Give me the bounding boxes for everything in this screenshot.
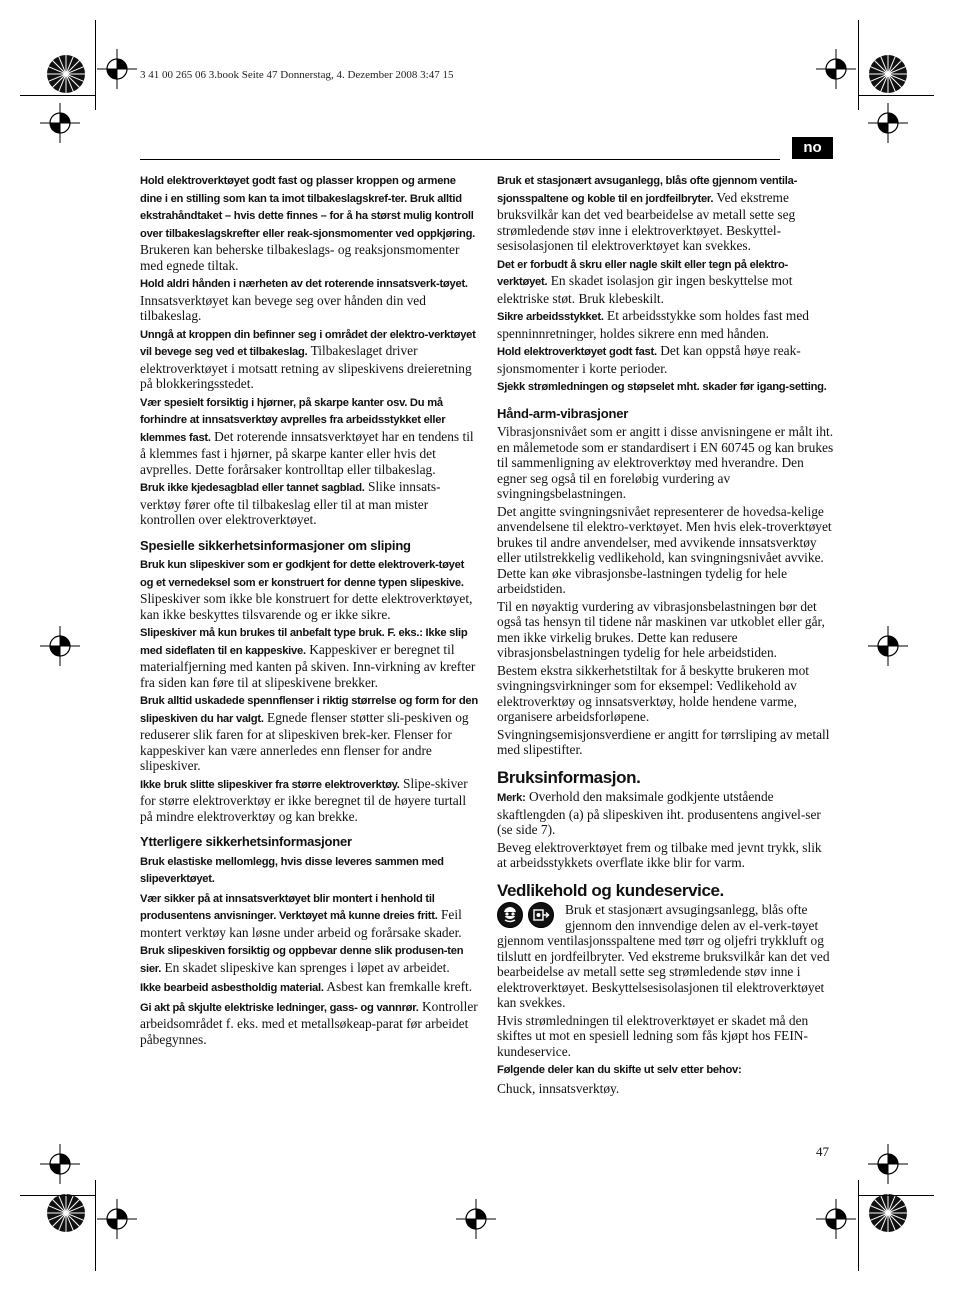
paragraph [497,840,834,871]
body-text: Brukeren kan beherske tilbakeslags- og reaksjonsmomenter med egnede tiltak. [140,242,460,273]
registration-crosshair-icon [868,626,908,666]
body-text: Kappeskiver er beregnet til materialfjerning med kanten på skiven. Inn-virkning av krefter fra siden kan føre til at slipeskivene brekker. [140,641,476,690]
registration-star-target-icon [868,1193,908,1233]
paragraph [497,256,834,307]
language-tab: no [792,137,833,159]
paragraph [140,479,478,528]
subheading: Ytterligere sikkerhetsinformasjoner [140,834,352,849]
bold-lead-text: Bruk kun slipeskiver som er godkjent for dette elektroverk-tøyet og et vernedeksel som er konstruert for denne typen slipeskive. [140,559,465,589]
paragraph [497,1013,834,1060]
registration-crosshair-icon [868,1144,908,1184]
body-text: Slipeskiver som ikke ble konstruert for dette elektroverktøyet, kan ikke beskyttes tilsvarende og er ikke sikre. [140,591,473,622]
paragraph [140,624,478,690]
bold-lead-text: Ikke bruk slitte slipeskiver fra større elektroverktøy. [140,778,400,791]
body-text: Bestem ekstra sikkerhetstiltak for å beskytte brukeren mot svingningsvirkninger som for eksempel: Vedlikehold av elektroverktøy og innsatsverktøy, holde hendene varme, organisere arbeidsforløpene. [497,662,809,724]
bold-lead-text: Hold elektroverktøyet godt fast. [497,346,657,358]
body-text: Vibrasjonsnivået som er angitt i disse anvisningene er målt iht. en målemetode som er standardisert i EN 60745 og kan brukes til sammenligning av elektroverktøy med hverandre. Den egner seg også til en foreløbig vurdering av svingningsbelastningen. [497,424,834,501]
body-text: Feil montert verktøy kan løsne under arbeid og forårsake skader. [140,907,462,940]
trim-line [95,20,96,110]
bold-lead-text: Ikke bearbeid asbestholdig material. [140,982,324,994]
paragraph [140,692,478,774]
paragraph [140,890,478,941]
registration-crosshair-icon [868,103,908,143]
registration-crosshair-icon [97,1199,137,1239]
registration-crosshair-icon [40,626,80,666]
paragraph [497,599,834,661]
body-text: Egnede flenser støtter sli-peskiven og reduserer slik faren for at slipeskiven brek-ker. Flenser for kappeskiver kan være annerledes enn flenser for andre slipeskiver. [140,709,469,773]
left-column [140,172,478,1049]
bold-lead-text: Sikre arbeidsstykket. [497,311,604,323]
paragraph [497,727,834,758]
body-text: Ved ekstreme bruksvilkår kan det ved bearbeidelse av metall sette seg strømledende støv inne i elektroverktøyet. Beskyttel-sesisolasjonen til elektroverktøyet kan svekkes. [497,189,796,253]
trim-line [858,1180,859,1271]
registration-crosshair-icon [816,1199,856,1239]
body-text: Overhold den maksimale godkjente utstående skaftlengden (a) på slipeskiven iht. produsentens angivel-ser (se side 7). [497,789,821,837]
bold-lead-text: Sjekk strømledningen og støpselet mht. skader før igang-setting. [497,381,827,393]
bold-lead-text: Følgende deler kan du skifte ut selv etter behov: [497,1064,742,1076]
paragraph [140,942,478,977]
body-text: En skadet isolasjon gir ingen beskyttelse mot elektriske støt. Bruk klebeskilt. [497,273,793,306]
paragraph [140,853,478,888]
bold-lead-text: Vær sikker på at innsatsverktøyet blir montert i henhold til produsentens anvisninger. Verktøyet må kunne dreies fritt. [140,892,438,922]
body-text: Asbest kan fremkalle kreft. [323,979,473,994]
bold-lead-text: Bruk ikke kjedesagblad eller tannet sagblad. [140,482,365,494]
bold-lead-text: Gi akt på skjulte elektriske ledninger, gass- og vannrør. [140,1001,419,1014]
header-rule [140,159,780,160]
bold-lead-text: Vær spesielt forsiktig i hjørner, på skarpe kanter osv. Du må forhindre at innsatsverktøy avprelles fra arbeidsstykket eller klemmes fast. [140,396,446,444]
paragraph [140,326,478,392]
paragraph [497,424,834,502]
subheading: Hånd-arm-vibrasjoner [497,405,629,421]
paragraph [497,789,834,838]
print-slug: 3 41 00 265 06 3.book Seite 47 Donnerstag, 4. Dezember 2008 3:47 15 [140,69,454,81]
body-text: Det angitte svingningsnivået representerer de hovedsa-kelige anvendelsene til elektro-verktøyet. Men hvis elek-troverktøyet brukes til andre anvendelser, med avvikende innsatsverktøy eller utilstrekkelig vedlikehold, kan svingningsnivået avvike. Dette kan øke vibrasjonsbe-lastningen tydelig for hele arbeidstiden. [497,503,832,596]
bold-lead-text: Merk: [497,792,526,804]
paragraph [140,172,478,273]
paragraph [497,378,834,396]
paragraph [140,776,478,825]
paragraph [497,343,834,376]
trim-line [20,95,95,96]
registration-crosshair-icon [97,49,137,89]
bold-lead-text: Hold aldri hånden i nærheten av det roterende innsatsverk-tøyet. [140,278,468,290]
body-text: Det roterende innsatsverktøyet har en tendens til å klemmes fast i hjørner, på skarpe kanter eller hvis det avprelles. Dette forårsaker kontrolltap eller tilbakeslag. [140,428,474,477]
bold-lead-text: Bruk alltid uskadede spennflenser i riktig størrelse og form for den slipeskiven du har valgt. [140,695,478,725]
body-text: En skadet slipeskive kan sprenges i løpet av arbeidet. [161,959,450,975]
registration-crosshair-icon [816,49,856,89]
registration-star-target-icon [46,1193,86,1233]
registration-star-target-icon [868,54,908,94]
trim-line [95,1180,96,1271]
section-heading: Bruksinformasjon. [497,767,641,787]
dust-extraction-icon [528,902,554,928]
trim-line [20,1195,95,1196]
registration-crosshair-icon [40,1144,80,1184]
bold-lead-text: Bruk et stasjonært avsuganlegg, blås ofte gjennom ventila-sjonsspaltene og koble til en jordfeilbryter. [497,175,798,205]
paragraph [497,308,834,341]
trim-line [858,95,934,96]
trim-line [858,20,859,110]
paragraph [140,394,478,478]
body-text: Chuck, innsatsverktøy. [497,1080,620,1096]
body-text: Et arbeidsstykke som holdes fast med spenninnretninger, holdes sikrere enn med hånden. [497,308,809,341]
body-text: Tilbakeslaget driver elektroverktøyet i motsatt retning av slipeskivens dreieretning på blokkeringsstedet. [140,343,472,391]
body-text: Hvis strømledningen til elektroverktøyet er skadet må den skiftes ut mot en spesiell ledning som fås kjøpt hos FEIN-kundeservice. [497,1012,809,1059]
bold-lead-text: Bruk elastiske mellomlegg, hvis disse leveres sammen med slipeverktøyet. [140,855,444,885]
goggles-icon [497,902,523,928]
service-icons [497,902,557,930]
paragraph [140,556,478,622]
paragraph [497,172,834,254]
subheading: Spesielle sikkerhetsinformasjoner om sliping [140,537,411,553]
bold-lead-text: Slipeskiver må kun brukes til anbefalt type bruk. F. eks.: Ikke slip med sideflaten til en kappeskive. [140,627,468,657]
paragraph [497,663,834,725]
paragraph [497,504,834,597]
body-text: Beveg elektroverktøyet frem og tilbake med jevnt trykk, slik at arbeidsstykkets overflate ikke blir for varm. [497,839,822,870]
body-text: Innsatsverktøyet kan bevege seg over hånden din ved tilbakeslag. [140,292,426,323]
bold-lead-text: Det er forbudt å skru eller nagle skilt eller tegn på elektro-verktøyet. [497,258,789,288]
bold-lead-text: Hold elektroverktøyet godt fast og plasser kroppen og armene dine i en stilling som kan ta imot tilbakeslagskref-ter. Bruk alltid ekstrahåndtaket – hvis dette finnes – for å ha størst mulig kontroll over tilbakeslagskrefter eller reak-sjonsmomenter ved oppkjøring. [140,175,476,240]
body-text: Svingningsemisjonsverdiene er angitt for tørrsliping av metall med slipestifter. [497,726,830,757]
body-text: Slipe-skiver for større elektroverktøy er ikke beregnet til de høyere turtall på mindre elektroverktøy og kan brekke. [140,775,468,824]
bold-lead-text: Bruk slipeskiven forsiktig og oppbevar denne slik produsen-ten sier. [140,945,464,975]
paragraph [140,979,478,997]
registration-crosshair-icon [456,1199,496,1239]
page-number: 47 [816,1144,829,1159]
registration-crosshair-icon [40,103,80,143]
body-text: Kontroller arbeidsområdet f. eks. med et metallsøkeap-parat før arbeidet påbegynnes. [140,998,478,1047]
registration-star-target-icon [46,54,86,94]
right-column [497,172,834,1098]
body-text: Bruk et stasjonært avsugingsanlegg, blås ofte gjennom den innvendige delen av el-verk-tøyet gjennom ventilasjonsspaltene med tørr og oljefri trykkluft og tilslutt en jordfeilbryter. Ved ekstreme bruksvilkår kan det ved bearbeidelse av metall sette seg strømledende støv inne i elektroverktøyet. Beskyttelsesisolasjonen til elektroverktøyet kan svekkes. [497,902,830,1010]
paragraph [497,1081,834,1097]
paragraph [497,902,834,1011]
trim-line [858,1195,934,1196]
paragraph [140,999,478,1048]
paragraph [497,1061,834,1079]
body-text: Til en nøyaktig vurdering av vibrasjonsbelastningen bør det også tas hensyn til tidene når maskinen var utkoblet eller går, men ikke virkelig brukes. Dette kan redusere vibrasjonsbelastningen tydelig for hele arbeidstiden. [497,598,825,660]
body-text: Slike innsats-verktøy fører ofte til tilbakeslag eller til at man mister kontrollen over elektroverktøyet. [140,479,441,527]
section-heading: Vedlikehold og kundeservice. [497,880,724,900]
body-text: Det kan oppstå høye reak-sjonsmomenter i korte perioder. [497,343,801,376]
paragraph [140,275,478,324]
bold-lead-text: Unngå at kroppen din befinner seg i området der elektro-verktøyet vil bevege seg ved et tilbakeslag. [140,328,476,358]
